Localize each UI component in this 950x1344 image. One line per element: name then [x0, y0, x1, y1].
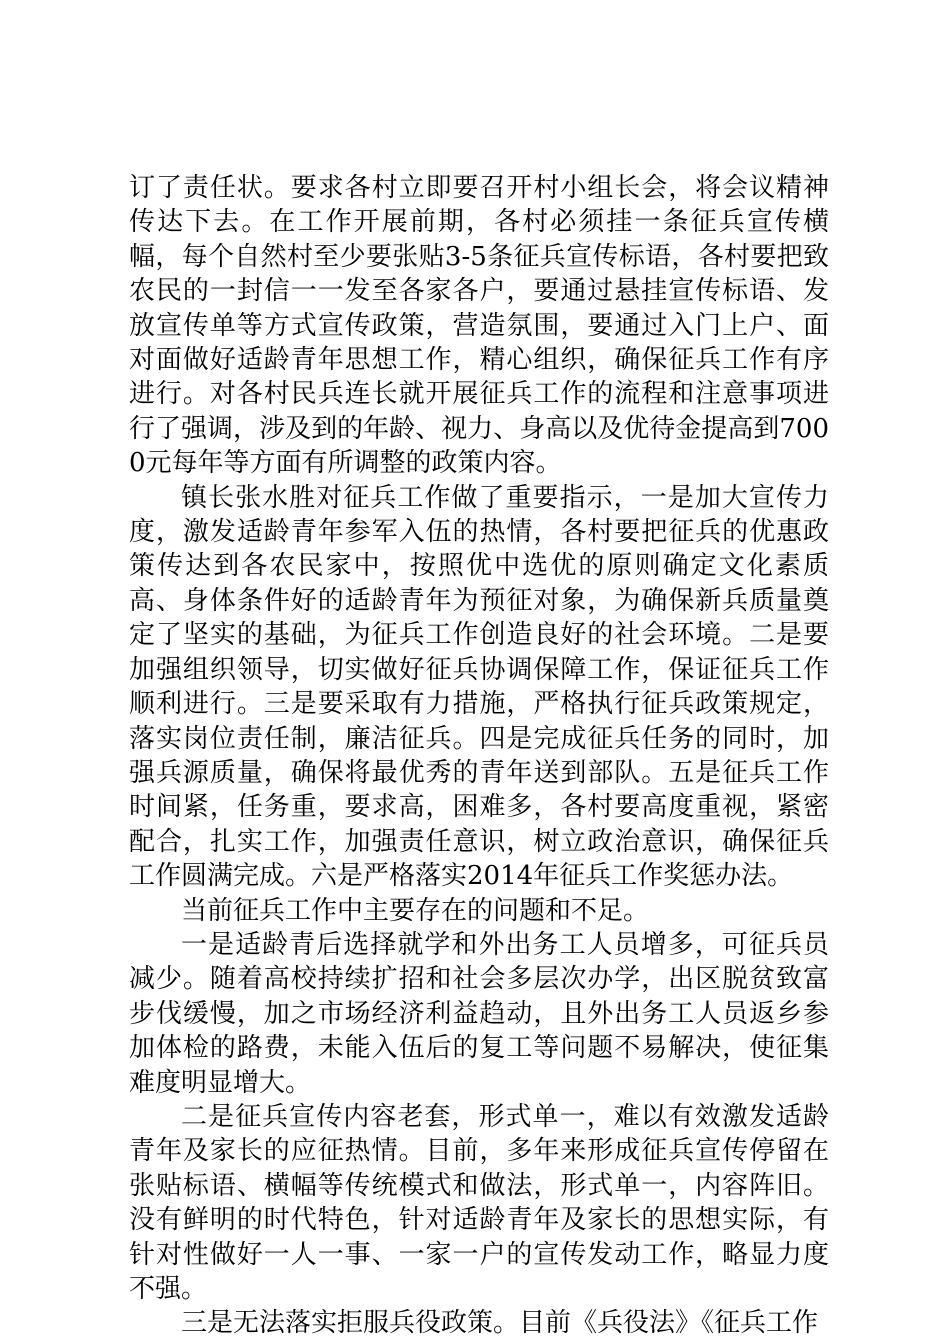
document-page: [129, 171, 829, 1341]
paragraph-problems-heading: 当前征兵工作中主要存在的问题和不足。: [181, 895, 650, 926]
paragraph-mayor-instructions: 镇长张水胜对征兵工作做了重要指示，一是加大宣传力度，激发适龄青年参军入伍的热情，各村要把征兵的优惠政策传达到各农民家中，按照优中选优的原则确定文化素质高、身体条件好的适龄青年为预征对象，为确保新兵质量奠定了坚实的基础，为征兵工作创造良好的社会环境。二是要加强组织领导，切实做好征兵协调保障工作，保证征兵工作顺利进行。三是要采取有力措施，严格执行征兵政策规定，落实岗位责任制，廉洁征兵。四是完成征兵任务的同时，加强兵源质量，确保将最优秀的青年送到部队。五是征兵工作时间紧，任务重，要求高，困难多，各村要高度重视，紧密配合，扎实工作，加强责任意识，树立政治意识，确保征兵工作圆满完成。六是严格落实2014年征兵工作奖惩办法。: [129, 482, 829, 892]
paragraph-problem-three: 三是无法落实拒服兵役政策。目前《兵役法》《征兵工作: [181, 1308, 819, 1339]
paragraph-problem-two: 二是征兵宣传内容老套，形式单一，难以有效激发适龄青年及家长的应征热情。目前，多年来形成征兵宣传停留在张贴标语、横幅等传统模式和做法，形式单一，内容阵旧。没有鲜明的时代特色，针对适龄青年及家长的思想实际，有针对性做好一人一事、一家一户的宣传发动工作，略显力度不强。: [129, 1101, 829, 1304]
paragraph-problem-one: 一是适龄青后选择就学和外出务工人员增多，可征兵员减少。随着高校持续扩招和社会多层次办学，出区脱贫致富步伐缓慢，加之市场经济利益趋动，且外出务工人员返乡参加体检的路费，未能入伍后的复工等问题不易解决，使征集难度明显增大。: [129, 929, 829, 1098]
paragraph-responsibility-and-publicity: 订了责任状。要求各村立即要召开村小组长会，将会议精神传达下去。在工作开展前期，各村必须挂一条征兵宣传横幅，每个自然村至少要张贴3-5条征兵宣传标语，各村要把致农民的一封信一一发至各家各户，要通过悬挂宣传标语、发放宣传单等方式宣传政策，营造氛围，要通过入门上户、面对面做好适龄青年思想工作，精心组织，确保征兵工作有序进行。对各村民兵连长就开展征兵工作的流程和注意事项进行了强调，涉及到的年龄、视力、身高以及优待金提高到7000元每年等方面有所调整的政策内容。: [129, 173, 829, 479]
